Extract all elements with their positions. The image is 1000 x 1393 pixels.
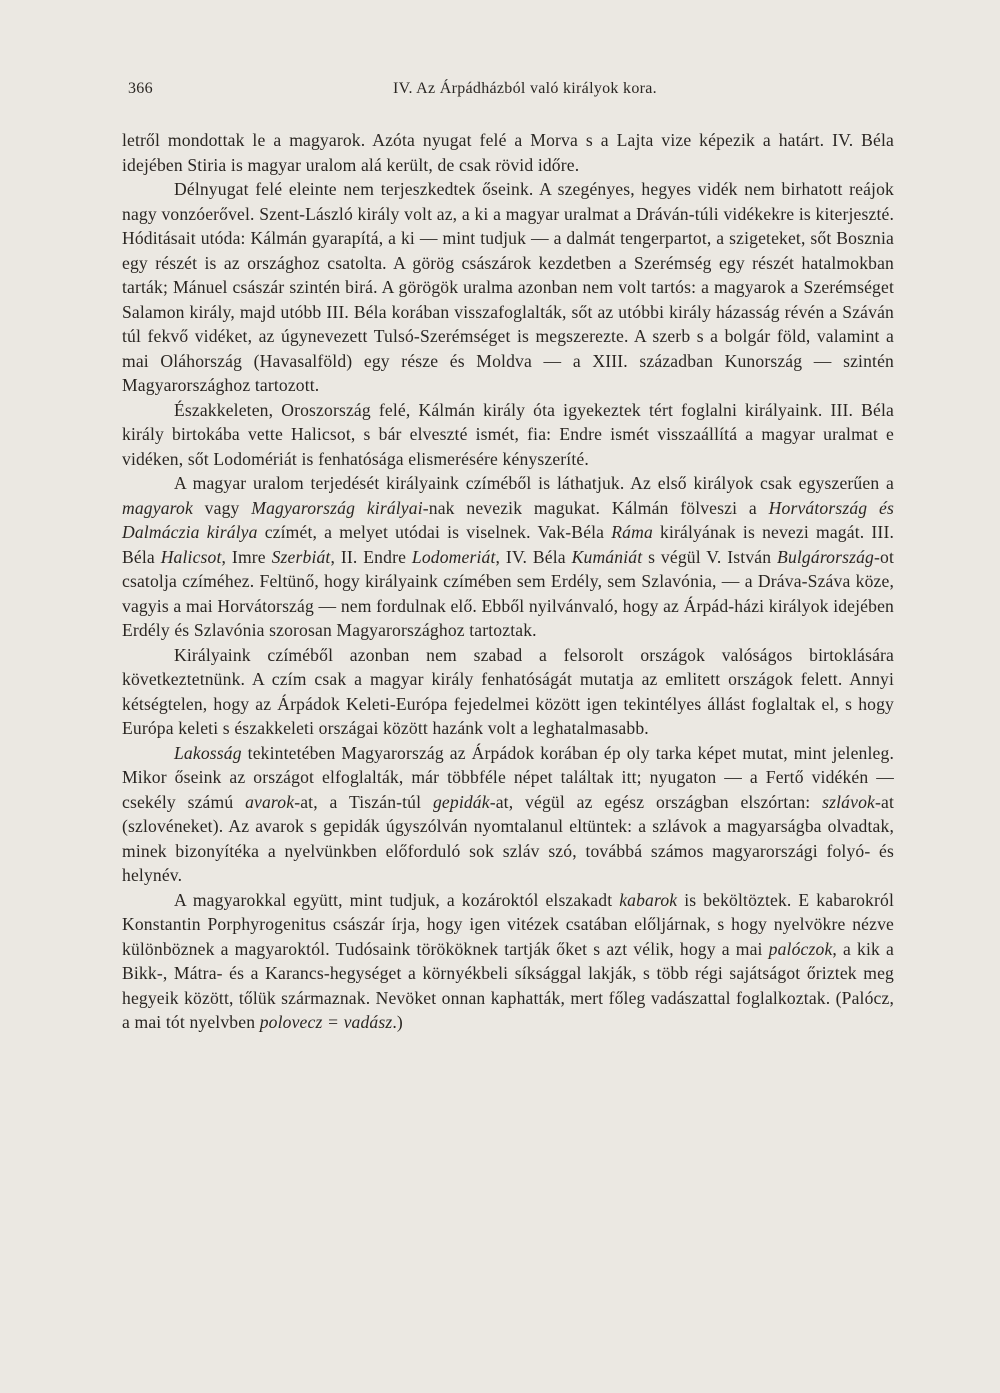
italic-run: avarok [245, 791, 295, 812]
text-run: s végül V. István [642, 546, 778, 567]
italic-run: szlávok [822, 791, 875, 812]
text-run: -at, a Tiszán-túl [294, 791, 433, 812]
text-run: vagy [192, 497, 252, 518]
italic-run: magyarok [122, 497, 193, 518]
italic-run: Lodomeriát [411, 546, 496, 567]
paragraph-6 [122, 741, 894, 888]
text-run: .) [392, 1012, 403, 1032]
paragraph-4 [122, 471, 894, 643]
text-run: királyának is nevezi magát. III. Béla [122, 522, 894, 567]
italic-run: gepidák [432, 791, 490, 812]
page-header [128, 80, 892, 104]
italic-run: Ráma [611, 522, 653, 542]
italic-run: kabarok [619, 889, 678, 910]
text-run: A magyarokkal együtt, mint tudjuk, a kozároktól elszakadt [174, 889, 620, 910]
paragraph-7 [122, 888, 894, 1035]
paragraph-1: letről mondottak le a magyarok. Azóta nyugat felé a Morva s a Lajta vize képezik a határt. IV. Béla idejében Stiria is magyar uralom alá került, de csak rövid időre. [122, 130, 894, 175]
text-run: , Imre [221, 546, 272, 567]
italic-run: Bulgárország [777, 546, 874, 567]
text-run: is beköltöztek. E kabarokról Konstantin Porphyrogenitus császár írja, hogy igen vitézek csatában előljárnak, s hogy nyelvökre nézve különböznek a magyaroktól. Tudósaink törököknek tartják őket s azt vélik, hogy a mai [122, 889, 894, 959]
italic-run: polovecz = vadász [259, 1012, 393, 1032]
page-number: 366 [128, 80, 153, 97]
text-run: czímét, a melyet utódai is viselnek. Vak-Béla [257, 522, 612, 542]
paragraph-3: Északkeleten, Oroszország felé, Kálmán király óta igyekeztek tért foglalni királyaink. III. Béla király birtokába vette Halicsot, s bár elveszté ismét, fia: Endre ismét visszaállítá a magyar uralmat e vidéken, sőt Lodomériát is fenhatósága elismerésére kényszeríté. [122, 399, 894, 469]
italic-run: Horvátország és Dalmáczia királya [122, 497, 894, 542]
text-run: -nak nevezik magukat. Kálmán fölveszi a [422, 497, 769, 518]
text-run: -at, végül az egész országban elszórtan: [489, 791, 823, 812]
text-run: , II. Endre [330, 546, 412, 567]
text-run: -ot csatolja czíméhez. Feltünő, hogy királyaink czímében sem Erdély, sem Szlavónia, — a Dráva-Száva köze, vagyis a mai Horvátország — nem fordulnak elő. Ebből nyilvánvaló, hogy az Árpád-házi királyok idejében Erdély és Szlavónia szorosan Magyarországhoz tartoztak. [122, 546, 894, 640]
italic-run: Lakosság [174, 742, 242, 763]
italic-run: Szerbiát [271, 546, 331, 567]
italic-run: Magyarország királyai [251, 497, 423, 518]
body-text [122, 128, 894, 1035]
text-run: A magyar uralom terjedését királyaink czíméből is láthatjuk. Az első királyok csak egyszerűen a [174, 473, 894, 493]
italic-run: Halicsot [160, 546, 222, 567]
running-head: IV. Az Árpádházból való királyok kora. [393, 80, 657, 97]
paragraph-2: Délnyugat felé eleinte nem terjeszkedtek őseink. A szegényes, hegyes vidék nem birhatott reájok nagy vonzóerővel. Szent-László király volt az, a ki a magyar uralmat a Dráván-túli vidékekre is kiterjeszté. Hóditásait utóda: Kálmán gyarapítá, a ki — mint tudjuk — a dalmát tengerpartot, a szigeteket, sőt Bosznia egy részét is az országhoz csatolta. A görög császárok kezdetben a Szerémség egy részét hatalmokban tarták; Mánuel császár szintén birá. A görögök uralma azonban nem volt tartós: a magyarok a Szerémséget Salamon király, majd utóbb III. Béla korában visszafoglalták, sőt az utóbbi király házasság révén a Száván túl fekvő vidéket, az úgynevezett Tulsó-Szerémséget is megszerezte. A szerb s a bolgár föld, valamint a mai Oláhország (Havasalföld) egy része és Moldva — a XIII. században Kunország — szintén Magyarországhoz tartozott. [122, 179, 894, 395]
text-run: tekintetében Magyarország az Árpádok korában ép oly tarka képet mutat, mint jelenleg. Mikor őseink az országot elfoglalták, már többféle népet találtak itt; nyugaton — a Fertő vidékén — csekély számú [122, 742, 894, 812]
italic-run: Kumániát [571, 546, 643, 567]
text-run: , a kik a Bikk-, Mátra- és a Karancs-hegységet a környékbeli síksággal lakják, s több régi sajátságot őriztek meg hegyeik között, tőlük származnak. Nevöket onnan kaphatták, mert főleg vadászattal foglalkoztak. (Palócz, a mai tót nyelvben [122, 938, 894, 1032]
text-run: , IV. Béla [495, 546, 572, 567]
paragraph-5: Királyaink czíméből azonban nem szabad a felsorolt országok valóságos birtoklására következtetnünk. A czím csak a magyar király fenhatóságát mutatja az emlitett országok felett. Annyi kétségtelen, hogy az Árpádok Keleti-Európa fejedelmei között igen tekintélyes állást foglaltak el, s hogy Európa keleti s északkeleti országai között hazánk volt a leghatalmasabb. [122, 644, 894, 738]
italic-run: palóczok [768, 938, 833, 959]
text-run: -at (szlovéneket). Az avarok s gepidák úgyszólván nyomtalanul eltüntek: a szlávok a magyarságba olvadtak, minek bizonyítéka a nyelvünkben előforduló sok szláv szó, továbbá számos magyarországi folyó- és helynév. [122, 791, 894, 885]
